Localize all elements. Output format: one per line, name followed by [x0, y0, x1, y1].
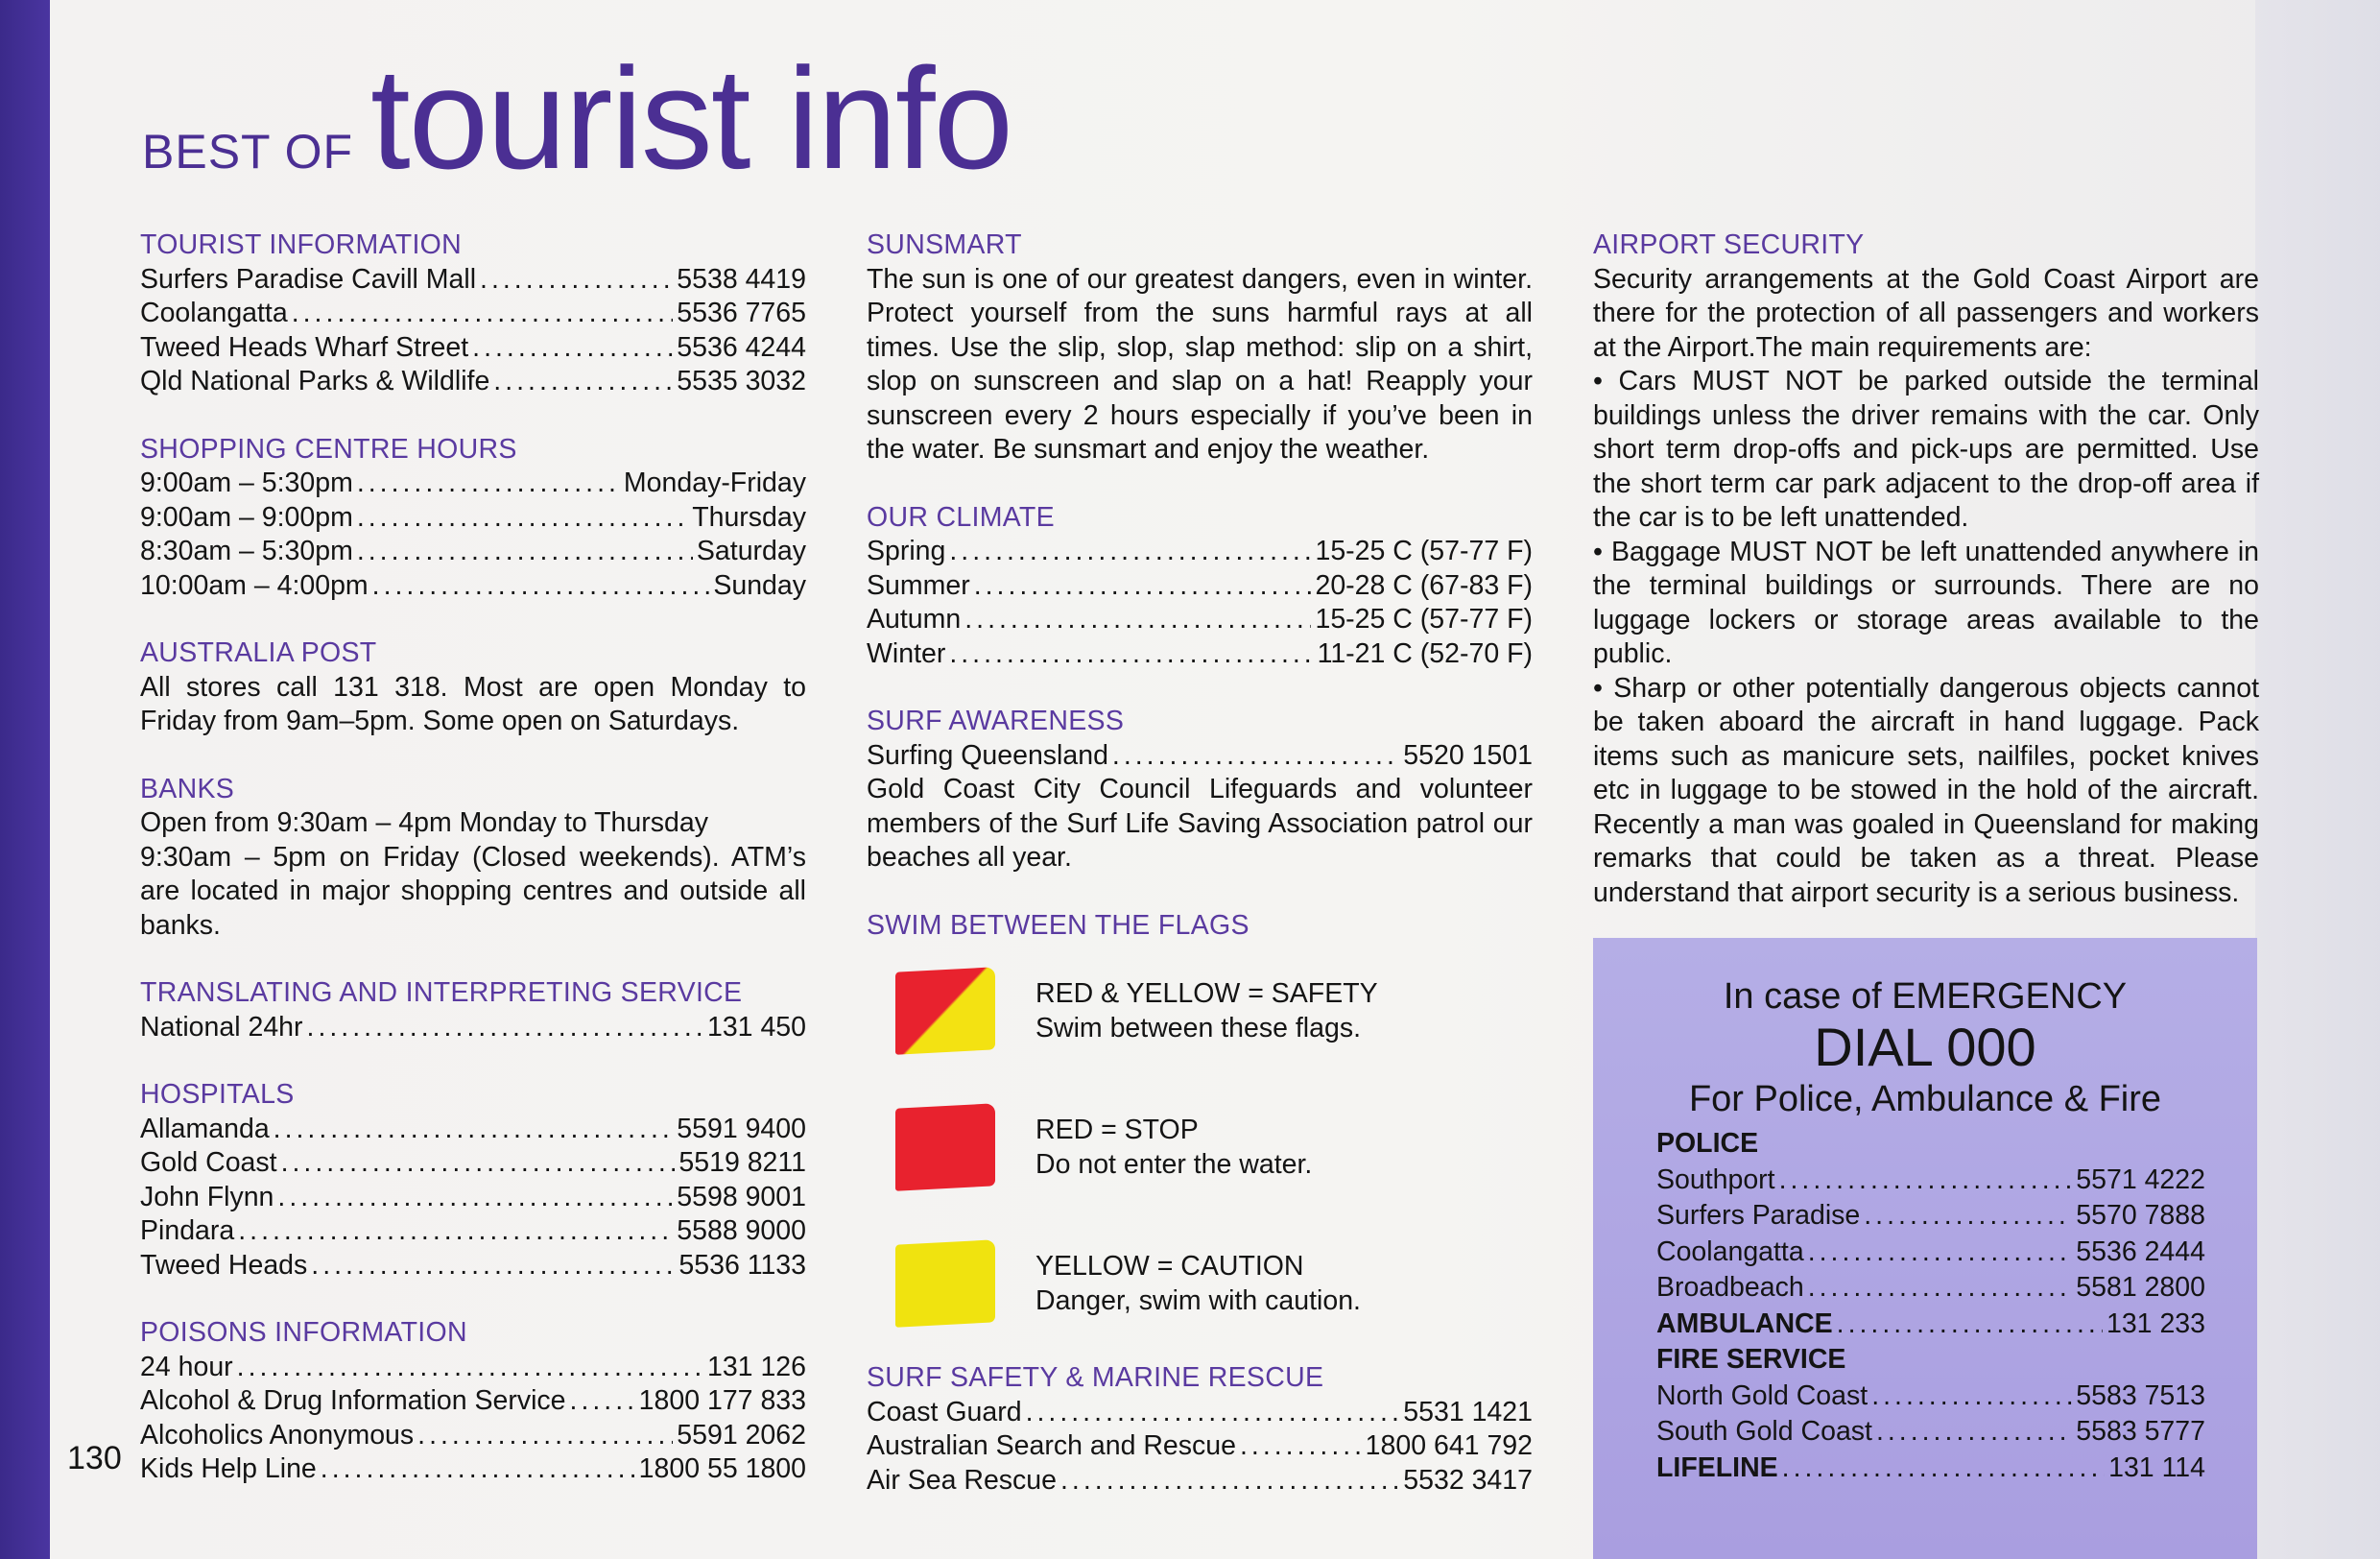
emergency-dial: DIAL 000 — [1814, 1017, 2036, 1077]
item-label: 9:00am – 5:30pm — [140, 468, 353, 498]
list-item — [140, 535, 806, 569]
emergency-title: In case of EMERGENCY — [1723, 976, 2128, 1017]
list-item — [140, 1419, 806, 1453]
section-heading: SURF SAFETY & MARINE RESCUE — [867, 1362, 1324, 1393]
flag-item — [895, 1215, 1533, 1352]
section-heading: BANKS — [140, 773, 235, 804]
list-item — [1656, 1307, 2205, 1343]
item-value: 5598 9001 — [677, 1181, 806, 1212]
item-value: 131 450 — [706, 1011, 806, 1043]
item-label: 9:00am – 9:00pm — [140, 501, 353, 533]
emergency-panel — [1593, 938, 2257, 1559]
hospitals-section — [140, 1078, 806, 1283]
flag-desc: Danger, swim with caution. — [1035, 1285, 1361, 1316]
item-label: 10:00am – 4:00pm — [140, 569, 369, 601]
item-value: 131 233 — [2106, 1307, 2205, 1339]
item-value: 5581 2800 — [2076, 1272, 2205, 1303]
item-value: 15-25 C (57-77 F) — [1315, 604, 1533, 635]
poisons-section — [140, 1316, 806, 1487]
bullet-text: • Baggage MUST NOT be left unattended anywhere in the terminal buildings or surrounds. There are no luggage lockers or storage areas available to the public. — [1593, 536, 2259, 669]
page-title — [142, 37, 1012, 199]
title-main: tourist info — [370, 37, 1012, 199]
list-item — [867, 535, 1533, 569]
list-item — [140, 1351, 806, 1385]
item-label: Coolangatta — [140, 298, 288, 328]
list-item — [1656, 1414, 2205, 1451]
tourist-information-section — [140, 228, 806, 399]
section-text: 9:30am – 5pm on Friday (Closed weekends). ATM’s are located in major shopping centres and outside all banks. — [140, 841, 806, 941]
list-item — [140, 1214, 806, 1249]
banks-section — [140, 773, 806, 944]
item-label: Autumn — [867, 604, 962, 635]
item-value: 15-25 C (57-77 F) — [1315, 536, 1533, 566]
emergency-list — [1656, 1126, 2205, 1486]
flag-item — [895, 1079, 1533, 1215]
australia-post-section — [140, 636, 806, 739]
list-item — [1656, 1163, 2205, 1199]
list-item — [1656, 1235, 2205, 1271]
list-item — [140, 1384, 806, 1419]
list-item — [140, 1146, 806, 1181]
list-item — [867, 739, 1533, 774]
section-heading: TRANSLATING AND INTERPRETING SERVICE — [140, 977, 743, 1008]
flag-title: RED = STOP — [1035, 1115, 1199, 1145]
list-item — [140, 365, 806, 399]
item-value: 5531 1421 — [1403, 1396, 1533, 1427]
list-item — [867, 637, 1533, 672]
item-value: 1800 177 833 — [638, 1385, 806, 1416]
list-item — [867, 569, 1533, 604]
item-label: Kids Help Line — [140, 1453, 317, 1484]
item-value: 5520 1501 — [1403, 739, 1533, 771]
fire-heading: FIRE SERVICE — [1656, 1344, 1846, 1375]
section-text: Open from 9:30am – 4pm Monday to Thursday — [140, 807, 708, 838]
list-item — [1656, 1451, 2205, 1487]
next-page-edge — [2255, 0, 2380, 1559]
list-item — [867, 1464, 1533, 1499]
item-value: 5535 3032 — [677, 366, 806, 396]
airport-security-section — [1593, 228, 2259, 910]
item-value: 5536 1133 — [678, 1249, 806, 1281]
list-item — [140, 569, 806, 604]
item-label: AMBULANCE — [1656, 1307, 1833, 1339]
item-value: 5571 4222 — [2076, 1163, 2205, 1195]
flag-title: RED & YELLOW = SAFETY — [1035, 978, 1378, 1009]
item-label: North Gold Coast — [1656, 1379, 1868, 1411]
item-value: 5588 9000 — [677, 1215, 806, 1246]
item-value: 5532 3417 — [1403, 1464, 1533, 1496]
surf-awareness-section — [867, 705, 1533, 875]
flag-item — [895, 943, 1533, 1079]
section-text: The sun is one of our greatest dangers, even in winter. Protect yourself from the suns harmful rays at all times. Use the slip, slop, slap method: slip on a shirt, slop on sunscreen and slap on a hat! Reapply your sunscreen every 2 hours especially if you’ve been in the water. Be sunsmart and enjoy the weather. — [867, 263, 1533, 465]
item-label: Gold Coast — [140, 1147, 277, 1178]
item-value: Thursday — [692, 501, 806, 533]
section-heading: AIRPORT SECURITY — [1593, 229, 1865, 260]
list-item — [140, 467, 806, 501]
shopping-hours-section — [140, 433, 806, 604]
section-heading: SHOPPING CENTRE HOURS — [140, 433, 517, 465]
flag-desc: Swim between these flags. — [1035, 1013, 1362, 1043]
list-item — [1656, 1198, 2205, 1235]
section-text: Security arrangements at the Gold Coast Airport are there for the protection of all passengers and workers at the Airport.The main requirements are: — [1593, 263, 2259, 363]
list-item — [1656, 1270, 2205, 1307]
red-flag-icon — [895, 1103, 995, 1190]
item-label: South Gold Coast — [1656, 1416, 1872, 1447]
police-heading: POLICE — [1656, 1128, 1759, 1159]
item-label: John Flynn — [140, 1181, 274, 1212]
item-label: 24 hour — [140, 1351, 233, 1382]
item-value: 11-21 C (52-70 F) — [1317, 637, 1533, 669]
section-heading: SWIM BETWEEN THE FLAGS — [867, 909, 1250, 941]
item-value: 5538 4419 — [677, 263, 806, 295]
section-heading: TOURIST INFORMATION — [140, 229, 463, 260]
marine-rescue-section — [867, 1361, 1533, 1498]
item-value: 5591 2062 — [677, 1419, 806, 1451]
item-label: Alcohol & Drug Information Service — [140, 1385, 566, 1416]
item-value: 1800 55 1800 — [638, 1453, 806, 1484]
item-label: Alcoholics Anonymous — [140, 1419, 415, 1451]
section-heading: HOSPITALS — [140, 1079, 295, 1110]
item-label: Pindara — [140, 1215, 235, 1246]
item-value: 1800 641 792 — [1365, 1430, 1533, 1461]
emergency-subtitle: For Police, Ambulance & Fire — [1688, 1079, 2162, 1119]
section-text: Gold Coast City Council Lifeguards and volunteer members of the Surf Life Saving Association patrol our beaches all year. — [867, 774, 1533, 873]
column-left — [140, 228, 806, 1521]
bullet-text: • Cars MUST NOT be parked outside the terminal buildings unless the driver remains with the car. Only short term drop-offs and pick-ups are permitted. Use the short term car park adjacent to the drop-off area if the car is to be left unattended. — [1593, 366, 2259, 533]
list-item — [140, 1249, 806, 1283]
list-item — [140, 263, 806, 298]
section-heading: POISONS INFORMATION — [140, 1317, 467, 1348]
climate-section — [867, 501, 1533, 672]
title-prefix: BEST OF — [142, 125, 354, 179]
list-item — [140, 1452, 806, 1487]
item-label: Tweed Heads — [140, 1249, 308, 1281]
list-item — [867, 603, 1533, 637]
item-value: 20-28 C (67-83 F) — [1315, 569, 1533, 601]
item-label: Winter — [867, 637, 946, 669]
item-label: Broadbeach — [1656, 1272, 1804, 1303]
section-text: All stores call 131 318. Most are open Monday to Friday from 9am–5pm. Some open on Saturdays. — [140, 671, 806, 736]
list-item — [867, 1429, 1533, 1464]
item-value: 5536 2444 — [2076, 1235, 2205, 1267]
item-label: National 24hr — [140, 1011, 303, 1043]
section-heading: OUR CLIMATE — [867, 501, 1055, 533]
column-middle — [867, 228, 1533, 1531]
list-item — [140, 297, 806, 331]
item-label: Coolangatta — [1656, 1235, 1804, 1267]
item-value: Saturday — [696, 536, 806, 566]
list-item — [140, 1011, 806, 1045]
bullet-text: • Sharp or other potentially dangerous objects cannot be taken aboard the aircraft in hand luggage. Pack items such as manicure sets, nailfiles, pocket knives etc in luggage to be stowed in the hold of the aircraft. Recently a man was goaled in Queensland for making remarks that could be taken as a threat. Please understand that airport security is a serious business. — [1593, 672, 2259, 908]
sunsmart-section — [867, 228, 1533, 468]
list-item — [140, 1181, 806, 1215]
section-heading: SURF AWARENESS — [867, 706, 1125, 736]
item-value: Sunday — [713, 569, 806, 601]
item-label: LIFELINE — [1656, 1451, 1778, 1483]
section-heading: AUSTRALIA POST — [140, 637, 377, 668]
item-value: 131 114 — [2108, 1451, 2205, 1483]
item-label: 8:30am – 5:30pm — [140, 536, 353, 566]
item-label: Qld National Parks & Wildlife — [140, 366, 490, 396]
item-label: Air Sea Rescue — [867, 1464, 1058, 1496]
item-value: 131 126 — [706, 1351, 806, 1382]
page-spine — [0, 0, 50, 1559]
section-heading: SUNSMART — [867, 229, 1022, 260]
item-label: Surfing Queensland — [867, 739, 1108, 771]
list-item — [1656, 1379, 2205, 1415]
yellow-flag-icon — [895, 1239, 995, 1327]
flag-desc: Do not enter the water. — [1035, 1149, 1313, 1180]
item-value: 5570 7888 — [2076, 1200, 2205, 1231]
column-right — [1593, 228, 2259, 944]
flags-section — [867, 909, 1533, 1353]
item-label: Surfers Paradise — [1656, 1200, 1861, 1231]
item-label: Coast Guard — [867, 1396, 1022, 1427]
item-label: Tweed Heads Wharf Street — [140, 331, 469, 363]
flag-title: YELLOW = CAUTION — [1035, 1251, 1304, 1282]
item-value: 5519 8211 — [678, 1147, 806, 1178]
item-value: 5583 5777 — [2076, 1416, 2205, 1447]
page-number: 130 — [67, 1440, 122, 1476]
list-item — [140, 331, 806, 366]
item-label: Southport — [1656, 1163, 1775, 1195]
item-label: Summer — [867, 569, 970, 601]
item-value: 5591 9400 — [677, 1113, 806, 1144]
item-value: 5536 7765 — [677, 298, 806, 328]
item-label: Australian Search and Rescue — [867, 1430, 1236, 1461]
red-yellow-flag-icon — [895, 967, 995, 1054]
item-value: Monday-Friday — [623, 468, 806, 498]
item-value: 5536 4244 — [677, 331, 806, 363]
item-label: Allamanda — [140, 1113, 270, 1144]
item-value: 5583 7513 — [2076, 1379, 2205, 1411]
item-label: Surfers Paradise Cavill Mall — [140, 263, 477, 295]
list-item — [140, 1113, 806, 1147]
list-item — [140, 501, 806, 536]
item-label: Spring — [867, 536, 946, 566]
list-item — [867, 1396, 1533, 1430]
translating-section — [140, 976, 806, 1044]
